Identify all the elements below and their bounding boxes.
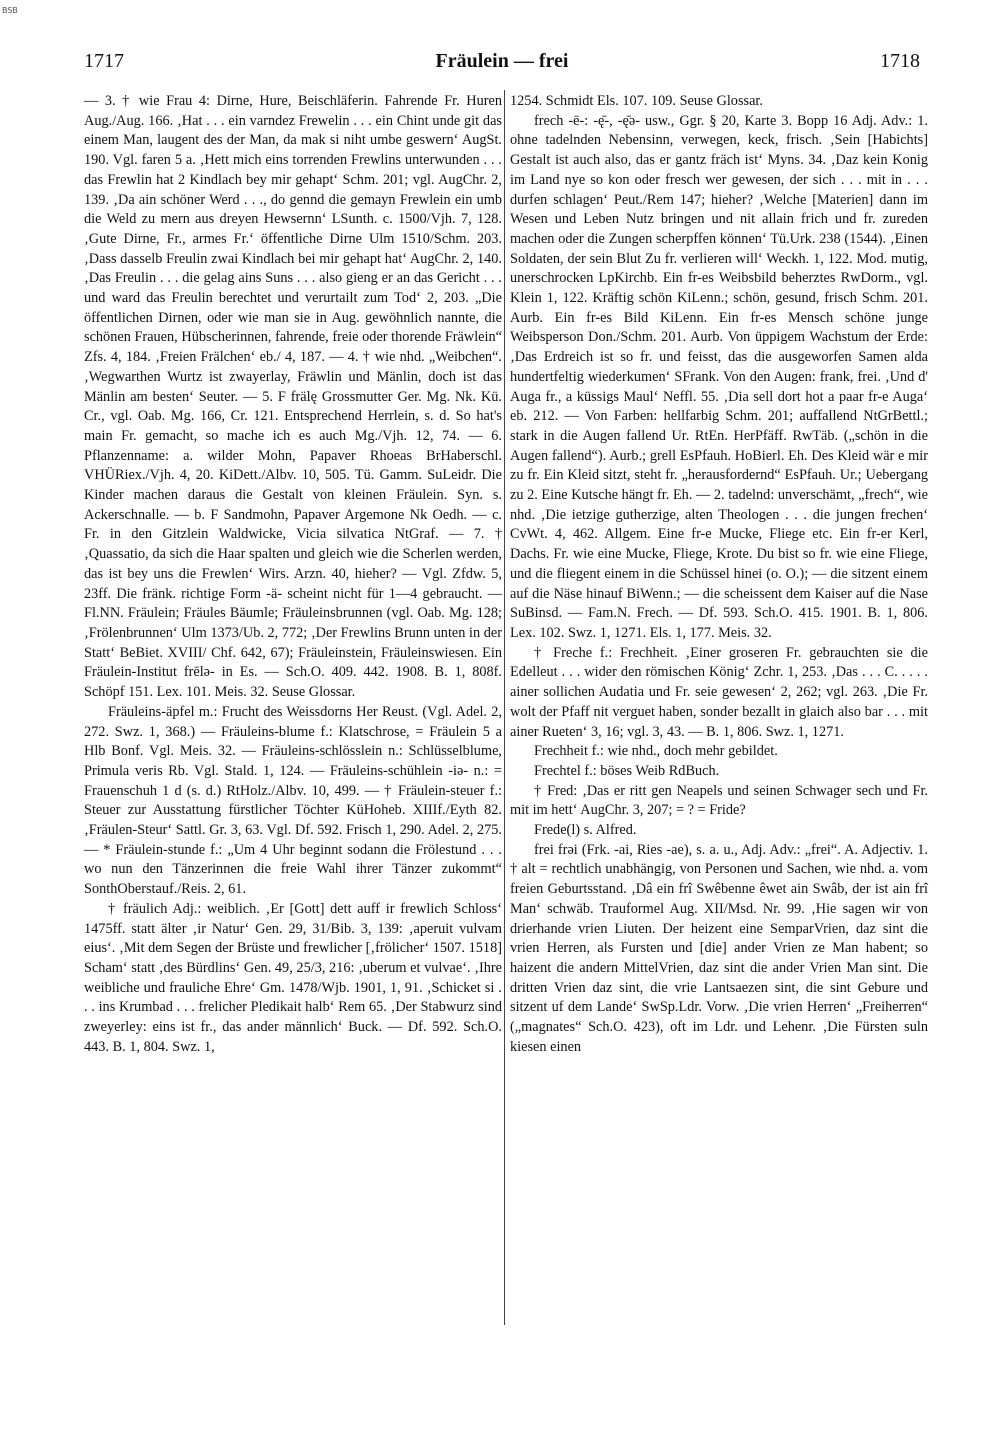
entry-paragraph: Frechtel f.: böses Weib RdBuch. <box>534 762 720 779</box>
left-column <box>84 92 502 1057</box>
right-column <box>510 92 928 1057</box>
page-number-right: 1718 <box>880 50 920 72</box>
library-stamp: BSB <box>2 6 18 15</box>
entry-paragraph: † fräulich Adj.: weiblich. ‚Er [Gott] dett auff ir frewlich Schloss‘ 1475ff. statt älter ‚ir Natur‘ Gen. 29, 31/Bib. 3, 139: ‚aperuit vulvam eius‘. ‚Mit dem Segen der Brüste und frewlicher [‚frölicher‘ 1507. 1518] Scham‘ statt ‚des Bürdlins‘ Gen. 49, 25/3, 216: ‚uberum et vulvae‘. ‚Ihre weibliche und frauliche Ehre‘ Gm. 1478/Wjb. 1901, 1, 91. ‚Schicket si . . . ins Krumbad . . . frelicher Pledikait halb‘ Rem 65. ‚Der Stabwurz sind zweyerley: eins ist fr., das ander männlich‘ Buck. — Df. 592. Sch.O. 443. B. 1, 804. Swz. 1, <box>84 900 502 1055</box>
entry-paragraph: — 3. † wie Frau 4: Dirne, Hure, Beischläferin. Fahrende Fr. Huren Aug./Aug. 166. ‚Hat . . . ein varndez Frewelin . . . ein Chint unde git das einem Man, laugent des der Man, da mak si niht umbe geswern‘ AugSt. 190. Vgl. faren 5 a. ‚Hett mich eins torrenden Frewlins unterwunden . . . das Frewlin hat 2 Kindlach bey mir gehapt‘ Schm. 201; vgl. AugChr. 2, 139. ‚Da ain schöner Werd . . ., do gennd die gemayn Frewlein ein umb die Weld zu mern aus dreyen Hewsernn‘ LSunth. c. 1500/Vjh. 7, 128. ‚Gute Dirne, Fr., armes Fr.‘ öffentliche Dirne Ulm 1510/Schm. 203. ‚Dass dasselb Freulin zwai Kindlach bei mir gehapt hat‘ AugChr. 2, 140. ‚Das Freulin . . . die gelag ains Suns . . . also gieng er an das Gericht . . . und ward das Freulin berechtet und verurtailt zum Tod‘ 2, 203. „Die öffentlichen Dirnen, oder wie man sie in Aug. gewöhnlich nannte, die schönen Frauen, Hübscherinnen, fahrende, freie oder thorende Fräwlein“ Zfs. 4, 184. ‚Freien Frälchen‘ eb./ 4, 187. — 4. † wie nhd. „Weibchen“. ‚Wegwarthen Wurtz ist zwayerlay, Fräwlin und Mänlin, doch ist das Mänlin am besten‘ Seuter. — 5. F frälę Grossmutter Ger. Mg. Nk. Kü. Cr., vgl. Oab. Mg. 166, Cr. 121. Entsprechend Herrlein, s. d. So hat's main Fr. gemacht, so mache ich es auch Mg./Vjh. 12, 74. — 6. Pflanzenname: a. wilder Mohn, Papaver Rhoeas BrHaberschl. VHÜRiex./Vjh. 4, 20. KiDett./Albv. 10, 505. Tü. Gamm. SuLeidr. Die Kinder machen daraus die Gestalt von kleinen Fräulein. Syn. s. Ackerschnalle. — b. F Sandmohn, Papaver Argemone Nk Oedh. — c. Fr. in den Gitzlein Waldwicke, Vicia silvatica NtGraf. — 7. † ‚Quassatio, da sich die Haar spalten und gleich wie die Scherlen werden, das ist bey uns die Frewlen‘ Wirs. Arzn. 40, hieher? — Vgl. Zfdw. 5, 23ff. Die fränk. richtige Form -ä- scheint nicht für 1—4 gebraucht. — Fl.NN. Fräulein; Fräules Bäumle; Fräuleinsbrunnen (vgl. Oab. Mg. 128; ‚Frölenbrunnen‘ Ulm 1373/Ub. 2, 772; ‚Der Frewlins Brunn unten in der Statt‘ BeBiet. XVIII/ Chf. 642, 67); Fräuleinstein, Fräuleinswiesen. Ein Fräulein-Institut frēlə- in Es. — Sch.O. 409. 442. 1908. B. 1, 808f. Schöpf 151. Lex. 101. Meis. 32. Seuse Glossar. <box>84 93 502 701</box>
entry-paragraph: frei frəi (Frk. -ai, Ries -ae), s. a. u., Adj. Adv.: „frei“. A. Adjectiv. 1. † alt = rechtlich unabhängig, von Personen und Sachen, wie nhd. a. vom freien Geburtsstand. ‚Dâ ein frî Swêbenne êwet ain Swâb, der ist ain frî Man‘ schwäb. Trauformel Aug. XII/Msd. Nr. 99. ‚Hie sagen wir von drierhande vrien Liuten. Der heizent eine SemparVrien, daz sint die vrien Herren, als Fursten und [die] ander Vrien ze Man habent; so haizent die andern MittelVrien, daz sint die ander Vrien Man sint. Die dritten Vrien daz sint, die vrie Lantsaezen sint, die sint Gebure und sitzent uf dem Lande‘ SwSp.Ldr. Vorw. ‚Die vrien Herren‘ „Freiherren“ („magnates“ Sch.O. 423), oft im Ldr. und Lehenr. ‚Die Fürsten suln kiesen einen <box>510 841 928 1055</box>
page-number-left: 1717 <box>84 50 124 72</box>
entry-paragraph: Frechheit f.: wie nhd., doch mehr gebildet. <box>534 743 778 760</box>
entry-paragraph: 1254. Schmidt Els. 107. 109. Seuse Glossar. <box>510 93 763 109</box>
column-divider <box>504 90 505 1325</box>
entry-paragraph: Fräuleins-äpfel m.: Frucht des Weissdorns Her Reust. (Vgl. Adel. 2, 272. Swz. 1, 368.) — Fräuleins-blume f.: Klatschrose, = Fräulein 5 a Hlb Bonf. Vgl. Meis. 32. — Fräuleins-schlösslein n.: Schlüsselblume, Primula veris Rb. Vgl. Stald. 1, 124. — Fräuleins-schühlein -iə- n.: = Frauenschuh 1 d (s. d.) RtHolz./Albv. 10, 499. — † Fräulein-steuer f.: Steuer zur Ausstattung fürstlicher Töchter KüHoheb. XIIIf./Eyth 82. ‚Fräulen-Steur‘ Sattl. Gr. 3, 63. Vgl. Df. 592. Frisch 1, 290. Adel. 2, 275. — * Fräulein-stunde f.: „Um 4 Uhr beginnt sodann die Frölestund . . . wo nun den Tänzerinnen die freie Wahl ihrer Tänzer zukommt“ SonthOberstauf./Reis. 2, 61. <box>84 703 502 898</box>
entry-paragraph: frech -ē-: -ę̄-, -ę̄ə- usw., Ggr. § 20, Karte 3. Bopp 16 Adj. Adv.: 1. ohne tadelnden Nebensinn, verwegen, keck, frisch. ‚Sein [Habichts] Gestalt ist auch also, das er gantz fräch ist‘ Myns. 34. ‚Daz kein Konig im Land nye so kon oder fresch wer gewesen, der sich . . . mit in . . . durfen schlagen‘ Peut./Rem 147; hieher? ‚Welche [Materien] dann im Wesen und Leben Nutz bringen und nit allain frich und fr. zureden machen oder die Zungen scherpffen können‘ Tü.Urk. 238 (1544). ‚Einen Soldaten, der sein Blut Zu fr. verlieren will‘ Weckh. 1, 122. Mod. mutig, unerschrocken LpKirchb. Ein fr-es Weibsbild beherztes RwDorm., vgl. Klein 1, 122. Kräftig schön KiLenn.; schön, gesund, frisch Schm. 201. Aurb. Ein fr-es Bild KiLenn. Ein fr-es Mensch schöne junge Weibsperson Don./Schm. 201. Aurb. Von üppigem Wachstum der Erde: ‚Das Erdreich ist so fr. und feisst, das die ausgeworfen Samen alda hundertfeltig wiederkumen‘ SFrank. Von den Augen: frank, frei. ‚Und d' Auga fr., a küssigs Maul‘ Neffl. 55. ‚Dia sell dort hot a paar fr-e Auga‘ eb. 212. — Von Farben: hellfarbig Schm. 201; auffallend NtGrBettl.; stark in die Augen fallend Ur. RtEn. HerPfäff. RwTäb. („schön in die Augen fallend“). Aurb.; grell EsPfauh. HoBierl. Eh. Des Kleid wär e mir zu fr. Ein Kleid sitzt, steht fr. „herausfordernd“ EsPfauh. Ur.; Uebergang zu 2. Eine Kutsche hängt fr. Eh. — 2. tadelnd: unverschämt, „frech“, wie nhd. ‚Die ietzige gutherzige, alten Theologen . . . die jungen frechen‘ CvWt. 4, 462. Allgem. Eine fr-e Mucke, Fliege etc. Ein fr-er Kerl, Dachs. Fr. wie eine Mucke, Fliege, Krote. Du bist so fr. wie eine Fliege, und die fliegent einem in die Schüssel hinei (o. O.); — die sitzent einem auf die Näse hinauf BiWenn.; — die scheissent dem Kaiser auf die Nase SuBinsd. — Fam.N. Frech. — Df. 593. Sch.O. 415. 1901. B. 1, 806. Lex. 102. Swz. 1, 1271. Els. 1, 177. Meis. 32. <box>510 112 928 641</box>
entry-paragraph: † Fred: ‚Das er ritt gen Neapels und seinen Schwager sech und Fr. mit im hett‘ AugChr. 3, 207; = ? = Fride? <box>510 782 928 819</box>
page-header <box>84 50 920 80</box>
entry-paragraph: † Freche f.: Frechheit. ‚Einer groseren Fr. gebrauchten sie die Edelleut . . . wider den römischen König‘ Zchr. 1, 253. ‚Das . . . C. . . . . ainer sollichen Audatia und Fr. seie gewesen‘ 2, 262; vgl. 263. ‚Die Fr. wolt der Pfaff nit verguet haben, sonder bezallt in glaich also bar . . . mit ainer Rueten‘ 3, 16; vgl. 3, 43. — B. 1, 806. Swz. 1, 1271. <box>510 644 928 740</box>
entry-paragraph: Frede(l) s. Alfred. <box>534 822 637 839</box>
running-title: Fräulein — frei <box>435 50 569 72</box>
